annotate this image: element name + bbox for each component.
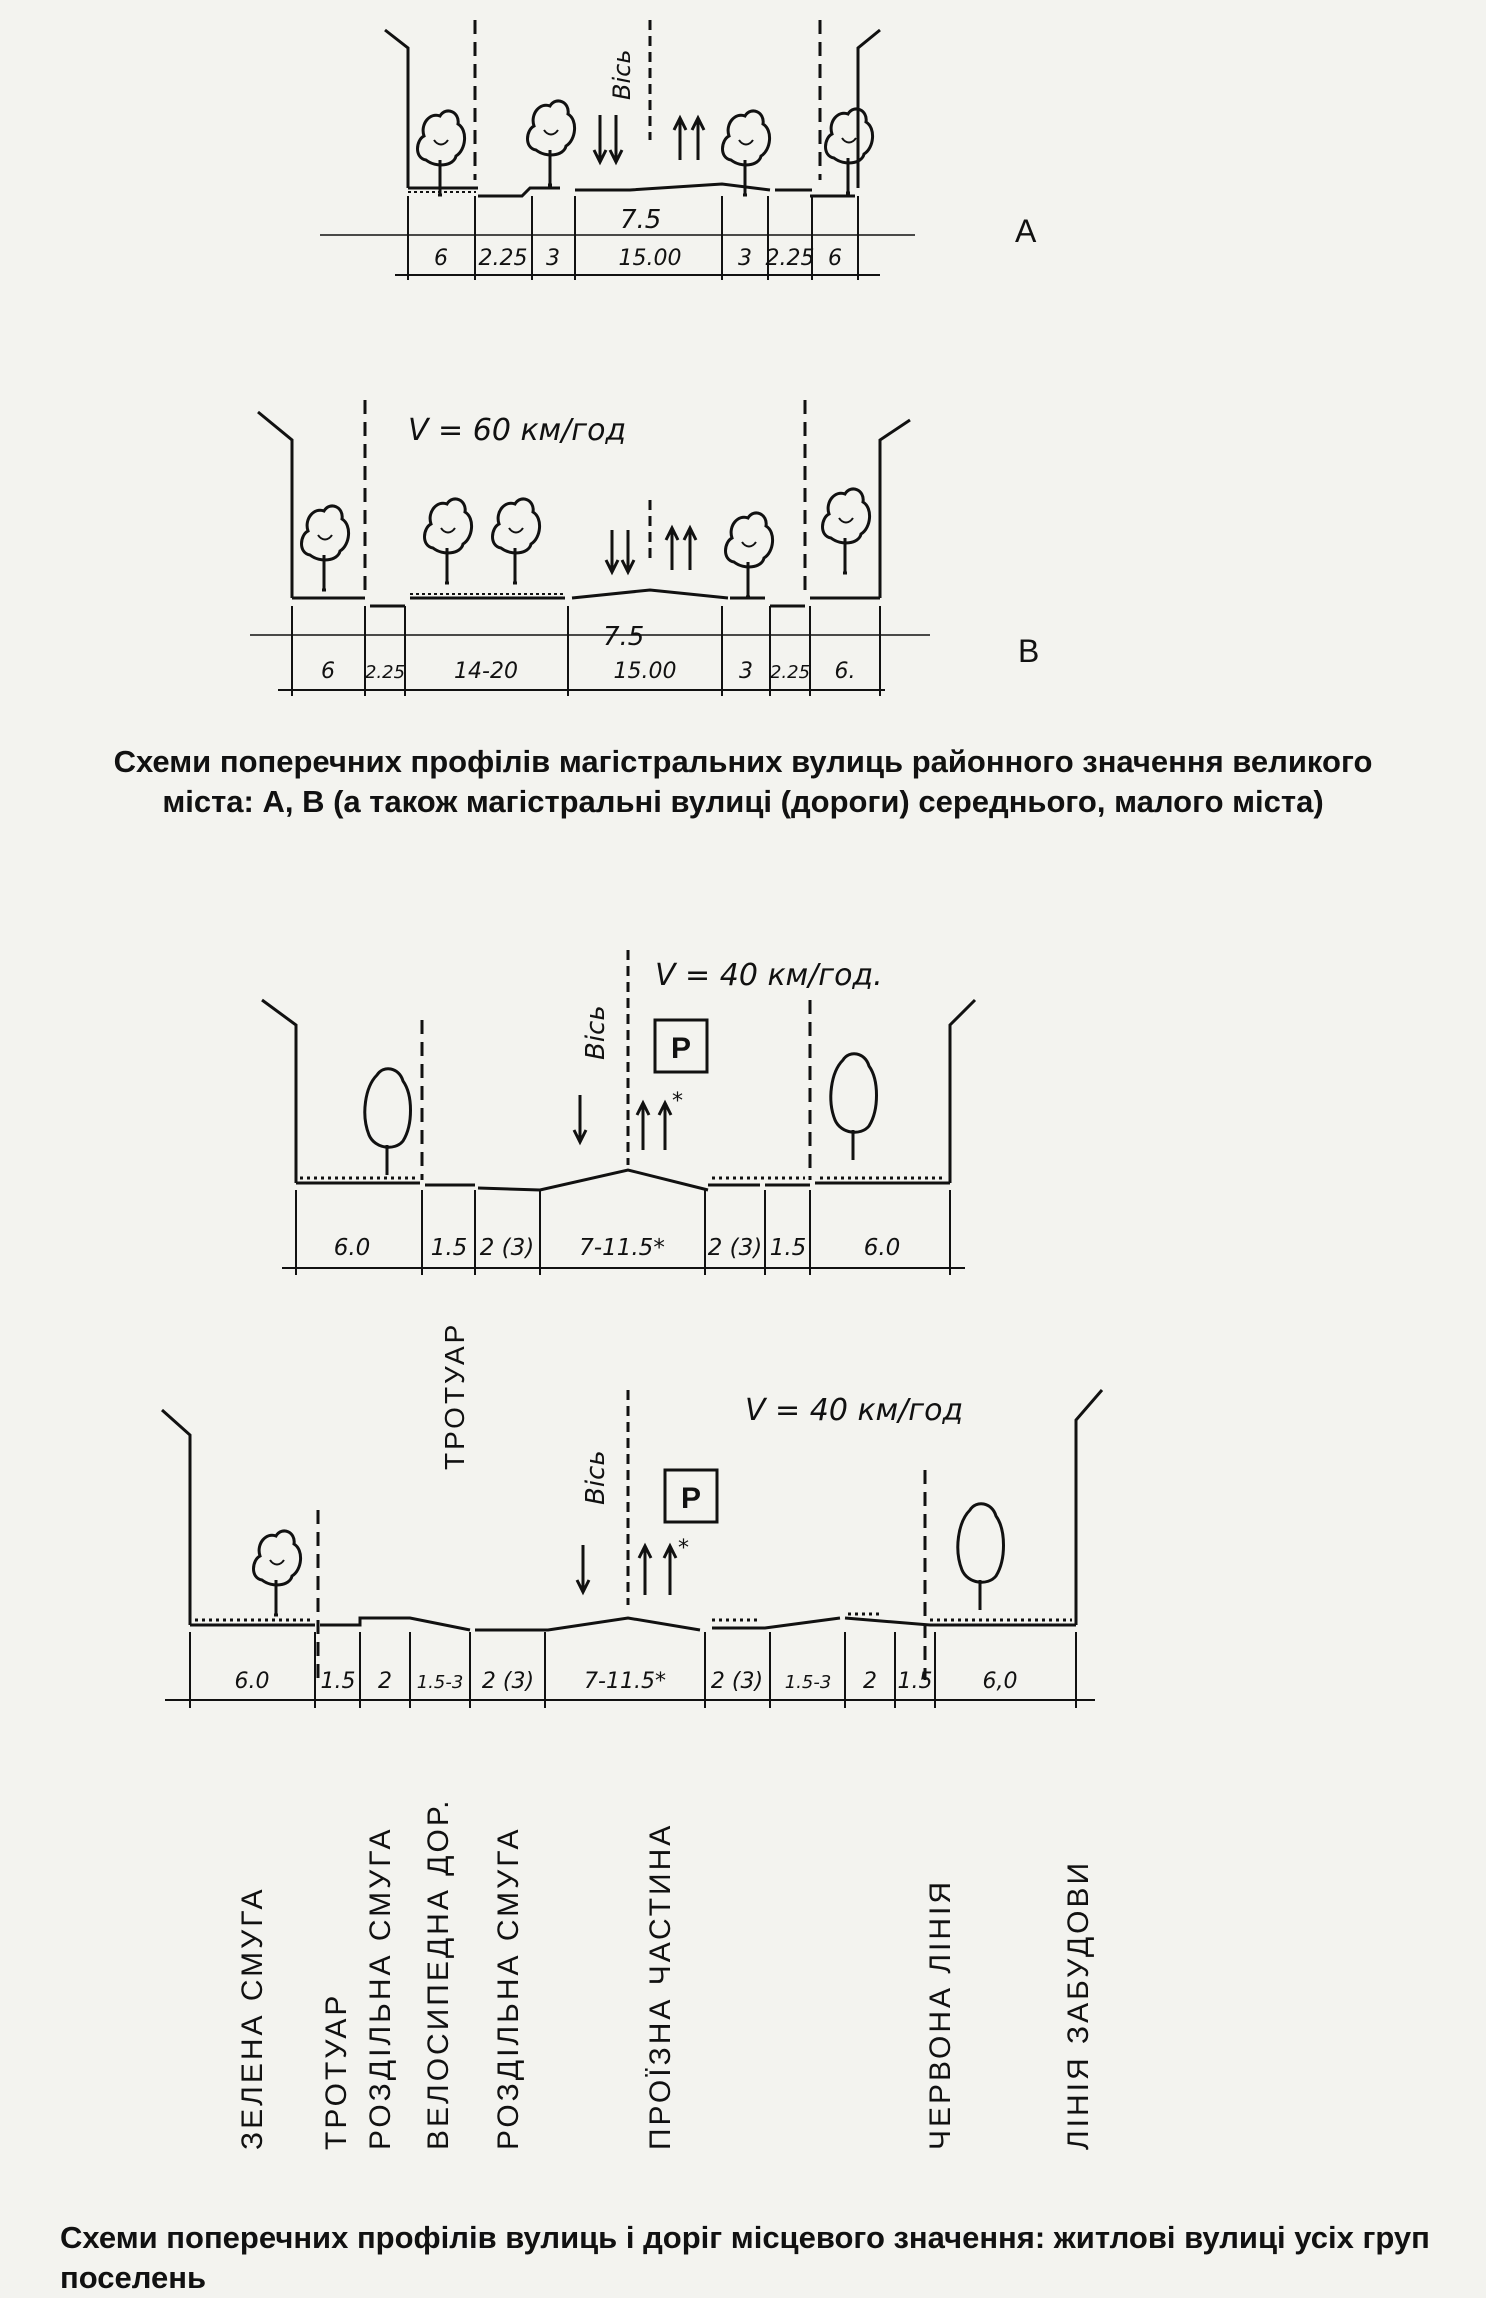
profile-d-asterisk: * [678, 1536, 689, 1561]
dim-a-2: 3 [546, 246, 560, 271]
profile-b-speed: V = 60 км/год [408, 413, 627, 448]
profile-d [162, 1390, 1102, 1708]
dim-d-3: 1.5-3 [416, 1672, 464, 1693]
legend-labels [236, 1798, 1095, 2151]
dim-a-4: 3 [738, 246, 752, 271]
profile-b-dimensions [321, 659, 856, 684]
profile-a-lane-label: 7.5 [620, 205, 662, 235]
dim-b-5: 2.25 [769, 662, 811, 683]
profile-d-speed: V = 40 км/год [745, 1393, 964, 1428]
dim-c-4: 2 (3) [707, 1235, 763, 1261]
dim-c-1: 1.5 [430, 1235, 468, 1261]
legend-sidewalk: Тротуар [320, 1992, 353, 2150]
profile-d-axis-label: Вісь [581, 1450, 611, 1505]
dim-a-0: 6 [434, 246, 448, 271]
legend-roadway: Проїзна частина [644, 1822, 677, 2150]
profile-d-dimensions [235, 1669, 1018, 1694]
caption-2: Схеми поперечних профілів вулиць і доріг місцевого значення: житлові вулиці усіх груп поселень [60, 2220, 1430, 2295]
dim-a-5: 2.25 [765, 246, 815, 271]
dim-d-10: 6,0 [982, 1669, 1018, 1694]
dim-b-3: 15.00 [613, 659, 677, 684]
profile-c-speed: V = 40 км/год. [655, 958, 883, 993]
dim-b-0: 6 [321, 659, 335, 684]
profile-b-letter: В [1018, 633, 1040, 669]
caption-1-line-1: Схеми поперечних профілів магістральних вулиць районного значення великого [113, 744, 1373, 779]
dim-c-0: 6.0 [333, 1235, 371, 1261]
dim-d-2: 2 [378, 1669, 392, 1694]
profile-a-letter: А [1015, 213, 1037, 249]
legend-red-line: Червона лінія [924, 1878, 957, 2150]
legend-bike-lane: Велосипедна дор. [422, 1797, 455, 2150]
dim-a-1: 2.25 [478, 246, 528, 271]
dim-a-6: 6 [828, 246, 842, 271]
profile-c-asterisk: * [672, 1089, 683, 1114]
dim-c-3: 7-11.5* [579, 1235, 665, 1261]
profile-a-axis-label: Вісь [608, 49, 636, 100]
dim-b-2: 14-20 [454, 659, 518, 684]
caption-1 [0, 742, 1486, 822]
dim-d-7: 1.5-3 [784, 1672, 832, 1693]
trotuar-label: тротуар [439, 1321, 470, 1470]
dim-d-6: 2 (3) [710, 1669, 764, 1694]
dim-c-6: 6.0 [863, 1235, 901, 1261]
caption-1-line-2: міста: А, В (а також магістральні вулиці (дороги) середнього, малого міста) [162, 784, 1324, 819]
dim-b-4: 3 [739, 659, 753, 684]
profile-c-parking-label: P [671, 1032, 692, 1065]
profile-c [262, 950, 975, 1275]
dim-d-9: 1.5 [897, 1669, 933, 1694]
dim-d-5: 7-11.5* [584, 1669, 666, 1694]
dim-d-0: 6.0 [234, 1669, 270, 1694]
profile-a-dimensions [434, 246, 842, 271]
dim-b-1: 2.25 [364, 662, 406, 683]
profile-d-parking-label: P [681, 1482, 702, 1515]
legend-divider-strip-1: Роздільна смуга [364, 1826, 397, 2150]
dim-b-6: 6. [834, 659, 856, 684]
legend-divider-strip-2: Роздільна смуга [492, 1826, 525, 2150]
profile-c-axis-label: Вісь [581, 1005, 611, 1060]
legend-green-strip: Зелена смуга [236, 1886, 269, 2150]
dim-c-2: 2 (3) [479, 1235, 535, 1261]
profile-b-lane-label: 7.5 [603, 622, 645, 652]
profile-c-dimensions [334, 1235, 901, 1261]
dim-d-1: 1.5 [320, 1669, 356, 1694]
dim-d-8: 2 [863, 1669, 877, 1694]
dim-d-4: 2 (3) [481, 1669, 535, 1694]
dim-a-3: 15.00 [618, 246, 682, 271]
legend-building-line: Лінія забудови [1062, 1859, 1095, 2150]
dim-c-5: 1.5 [769, 1235, 807, 1261]
